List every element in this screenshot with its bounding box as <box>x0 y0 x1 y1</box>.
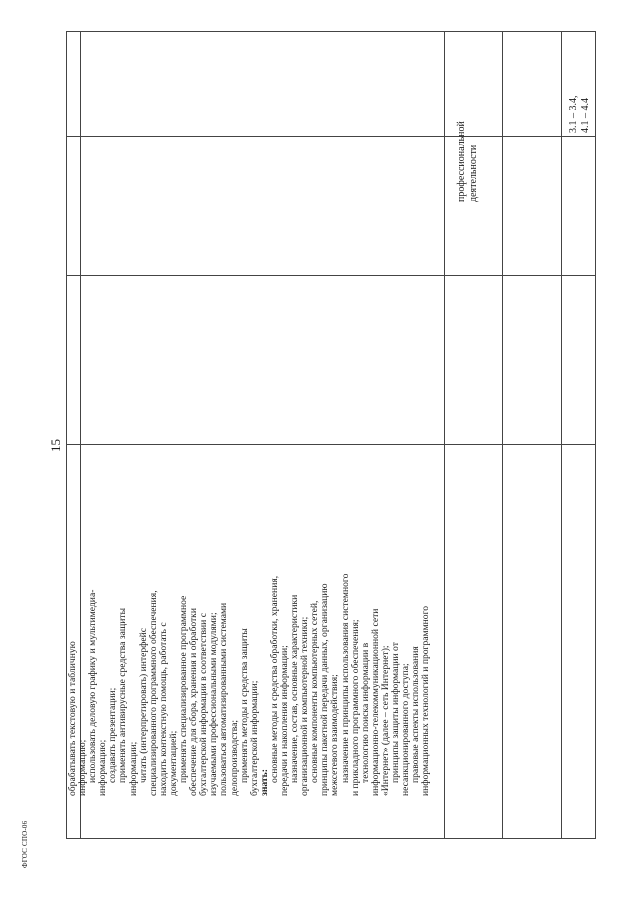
cell-line: несанкционированного доступа; <box>400 663 412 796</box>
cell-line: правовые аспекты использования <box>410 646 422 783</box>
table-column-divider <box>561 32 562 838</box>
cell-line: применять антивирусные средства защиты <box>117 607 129 783</box>
document-footer: ФГОС СПО-06 <box>21 820 29 868</box>
cell-line: принципы пакетной передачи данных, организацию <box>319 583 331 796</box>
cell-line: бухгалтерской информации в соответствии с <box>198 613 210 796</box>
cell-line: организационной и компьютерной техники; <box>299 616 311 796</box>
cell-line: назначение и принципы использования системного <box>339 573 351 783</box>
cell-line: информации; <box>127 741 139 796</box>
cell-line: изучаемыми профессиональными модулями; <box>208 612 220 796</box>
cell-line: передачи и накопления информации; <box>278 645 290 796</box>
cell-line: деятельности <box>467 144 479 202</box>
cell-line: делопроизводства; <box>228 719 240 796</box>
competence-codes-cell <box>568 73 591 133</box>
cell-line: специализированного программного обеспечения, <box>147 590 159 796</box>
cell-line: обрабатывать текстовую и табличную <box>67 641 78 796</box>
table-column-divider <box>444 32 445 838</box>
cell-line: назначение, состав, основные характеристики <box>289 594 301 783</box>
cell-line: основные методы и средства обработки, хранения, <box>268 575 280 783</box>
table-row-divider <box>67 444 595 445</box>
cell-line: информационных технологий и программного <box>420 605 432 796</box>
cell-line: основные компоненты компьютерных сетей, <box>309 600 321 783</box>
cell-line: информационно-телекоммуникационной сети <box>369 608 381 796</box>
cell-line: и прикладного программного обеспечения; <box>349 619 361 796</box>
cell-line: бухгалтерской информации; <box>248 680 260 796</box>
cell-line: информацию; <box>97 739 109 796</box>
cell-line: технологию поиска информации в <box>359 642 371 783</box>
section-heading-know: знать: <box>258 769 270 796</box>
cell-line: «Интернет» (далее – сеть Интернет); <box>379 645 391 796</box>
cell-line: принципы защиты информации от <box>390 642 401 783</box>
table-row-divider <box>67 275 595 276</box>
cell-line: находить контекстную помощь, работать с <box>157 622 169 796</box>
cell-line: 3.1 – 3.4, <box>568 95 579 133</box>
table-column-divider <box>502 32 503 838</box>
cell-line: использовать деловую графику и мультимедиа- <box>87 589 99 783</box>
cell-line: применять специализированное программное <box>178 595 190 783</box>
cell-line: 4.1 – 4.4 <box>579 98 591 133</box>
cell-line: профессиональной <box>456 121 467 202</box>
table-row-divider <box>67 136 595 137</box>
page-number: 15 <box>48 439 63 452</box>
knowledge-skills-cell <box>68 476 431 796</box>
cell-line: читать (интерпретировать) интерфейс <box>137 627 149 783</box>
cell-line: применять методы и средства защиты <box>238 628 250 783</box>
cell-line: информацию; <box>77 739 89 796</box>
cell-line: обеспечение для сбора, хранения и обработки <box>188 608 200 796</box>
activity-domain-cell <box>456 122 479 202</box>
cell-line: создавать презентации; <box>107 687 119 783</box>
cell-line: пользоваться автоматизированными системами <box>218 602 230 796</box>
cell-line: документацией; <box>167 730 179 796</box>
cell-line: межсетевого взаимодействия; <box>329 674 341 796</box>
